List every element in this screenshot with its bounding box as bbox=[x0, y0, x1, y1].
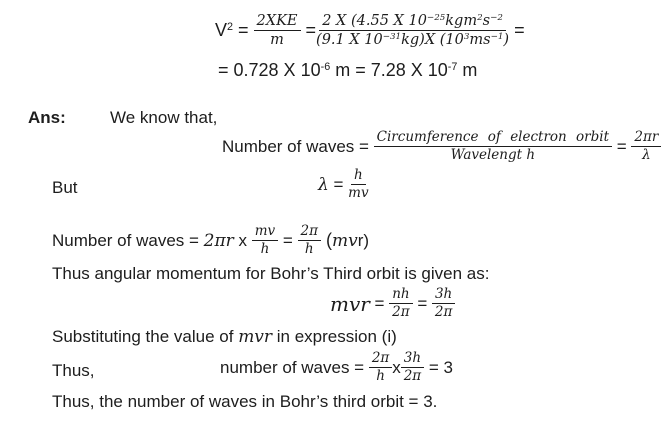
fraction-denominator: h bbox=[376, 368, 385, 385]
exponent: 2 bbox=[477, 13, 483, 24]
den-text: (9.1 X 10 bbox=[316, 32, 383, 49]
equals-sign: = bbox=[369, 293, 390, 313]
fraction-numerator bbox=[319, 13, 506, 31]
num-text: s bbox=[482, 13, 491, 29]
lead-text: number of waves = bbox=[220, 357, 369, 377]
mv-term: mv bbox=[332, 230, 358, 251]
equals-3: = bbox=[509, 20, 525, 41]
equals-sign: = bbox=[412, 293, 432, 313]
fraction-numerator: 3h bbox=[432, 287, 455, 304]
text-part: Substituting the value of bbox=[52, 327, 239, 346]
thus-label: Thus, bbox=[52, 361, 95, 380]
v-symbol: V bbox=[215, 20, 228, 41]
conclusion-text: Thus, the number of waves in Bohr’s third orbit = 3. bbox=[52, 392, 438, 411]
equals-2: = bbox=[300, 20, 317, 41]
equals-1: = bbox=[233, 20, 254, 41]
fraction-denominator: Wavelengt h bbox=[450, 147, 536, 164]
fraction-3h-over-2pi bbox=[432, 287, 455, 320]
den-text: kg)X (10 bbox=[401, 32, 464, 49]
fraction-h-over-mv bbox=[348, 168, 368, 201]
fraction-denominator: h bbox=[304, 241, 314, 258]
fraction-numeric-substitution bbox=[316, 13, 509, 48]
exponent: −2 bbox=[490, 13, 503, 24]
fraction-numerator: 2πr bbox=[631, 130, 661, 147]
fraction-nh-over-2pi bbox=[389, 287, 412, 320]
fraction-numerator: 2π bbox=[298, 224, 321, 241]
fraction-numerator: nh bbox=[389, 287, 412, 304]
open-paren: ( bbox=[321, 230, 333, 251]
v-squared-term bbox=[215, 20, 254, 41]
r-close-paren: r) bbox=[357, 230, 370, 250]
fraction-2xke-over-m bbox=[254, 13, 301, 48]
equation-velocity-result bbox=[218, 60, 477, 81]
equation-lambda bbox=[318, 168, 369, 201]
substituting-text bbox=[52, 327, 397, 347]
equation-number-of-waves-result bbox=[220, 351, 453, 384]
result-text: = 3 bbox=[424, 357, 453, 377]
exponent: −31 bbox=[382, 32, 402, 43]
exponent: -6 bbox=[320, 61, 331, 74]
but-label: But bbox=[52, 178, 78, 197]
fraction-numerator: 2XKE bbox=[254, 13, 301, 31]
exponent: -7 bbox=[447, 61, 458, 74]
equals-sign: = bbox=[278, 230, 298, 250]
fraction-2pi-over-h bbox=[298, 224, 321, 257]
times-sign: x bbox=[392, 357, 401, 377]
lambda-symbol: λ bbox=[318, 174, 329, 195]
fraction-denominator: 2π bbox=[434, 304, 453, 321]
fraction-denominator: λ bbox=[642, 147, 651, 164]
fraction-denominator bbox=[316, 31, 509, 48]
fraction-denominator: 2π bbox=[403, 368, 422, 385]
fraction-2pir-over-lambda bbox=[631, 130, 661, 163]
equals-sign: = bbox=[328, 174, 349, 194]
we-know-that-text: We know that, bbox=[110, 108, 218, 127]
fraction-numerator: Circumference of electron orbit bbox=[374, 130, 612, 147]
fraction-denominator: 2π bbox=[392, 304, 410, 321]
result-text: = 0.728 X 10 bbox=[218, 60, 321, 80]
lead-text: Number of waves = bbox=[52, 230, 204, 250]
exponent: −25 bbox=[426, 13, 446, 24]
fraction-denominator: mv bbox=[348, 185, 369, 202]
equation-number-of-waves-definition bbox=[222, 130, 661, 163]
fraction-numerator: h bbox=[351, 168, 366, 185]
exponent: 3 bbox=[463, 32, 470, 43]
v-exponent: 2 bbox=[227, 21, 234, 34]
num-text: 2 X (4.55 X 10 bbox=[322, 13, 427, 29]
fraction-circumference-over-wavelength bbox=[374, 130, 612, 163]
two-pi-r-term: 2πr bbox=[203, 230, 234, 251]
mvr-symbol: mvr bbox=[238, 327, 273, 347]
fraction-numerator: 3h bbox=[401, 351, 424, 368]
text-part: in expression (i) bbox=[272, 327, 397, 346]
result-text: m bbox=[457, 60, 478, 80]
den-text: ) bbox=[503, 32, 510, 49]
den-text: ms bbox=[469, 32, 491, 49]
fraction-numerator: mv bbox=[252, 224, 278, 241]
fraction-numerator: 2π bbox=[369, 351, 392, 368]
mvr-symbol: mvr bbox=[330, 291, 370, 316]
equals-sign: = bbox=[612, 136, 632, 156]
lead-text: Number of waves = bbox=[222, 136, 374, 156]
fraction-denominator: h bbox=[260, 241, 270, 258]
equation-number-of-waves-expanded bbox=[52, 224, 369, 257]
thus-angular-momentum-text: Thus angular momentum for Bohr’s Third orbit is given as: bbox=[52, 264, 490, 283]
fraction-denominator: m bbox=[270, 32, 284, 49]
fraction-2pi-over-h bbox=[369, 351, 392, 384]
equation-velocity-squared bbox=[215, 13, 525, 48]
fraction-mv-over-h bbox=[252, 224, 278, 257]
times-sign: x bbox=[233, 230, 252, 250]
fraction-3h-over-2pi bbox=[401, 351, 424, 384]
exponent: −1 bbox=[490, 32, 504, 43]
equation-mvr bbox=[330, 287, 455, 320]
num-text: kgm bbox=[445, 13, 478, 29]
result-text: m = 7.28 X 10 bbox=[330, 60, 448, 80]
answer-label: Ans: bbox=[28, 108, 66, 127]
